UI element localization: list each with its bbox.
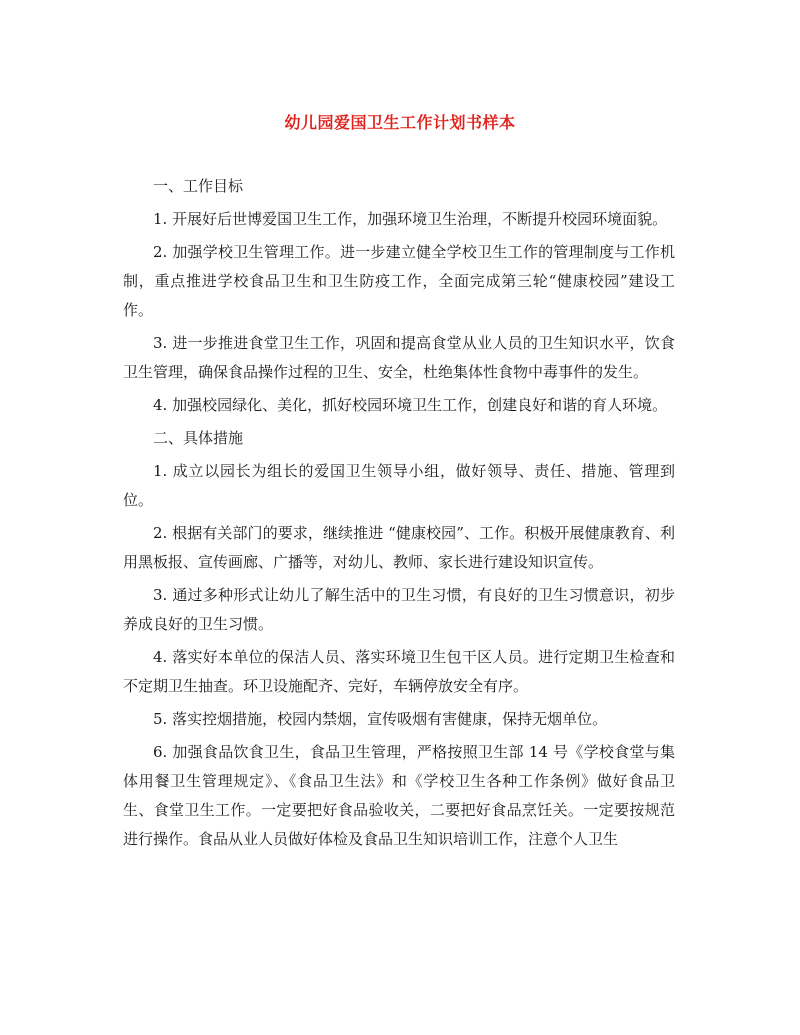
paragraph: 4. 加强校园绿化、美化，抓好校园环境卫生工作，创建良好和谐的育人环境。 — [153, 396, 668, 414]
paragraph: 2. 根据有关部门的要求，继续推进 “健康校园”、工作。积极开展健康教育、利用黑板报、宣传画廊、广播等，对幼儿、教师、家长进行建设知识宣传。 — [123, 524, 675, 571]
paragraph: 1. 成立以园长为组长的爱国卫生领导小组，做好领导、责任、措施、管理到位。 — [123, 462, 675, 509]
paragraph: 4. 落实好本单位的保洁人员、落实环境卫生包干区人员。进行定期卫生检查和不定期卫生抽查。环卫设施配齐、完好，车辆停放安全有序。 — [123, 648, 675, 695]
paragraph: 5. 落实控烟措施，校园内禁烟，宣传吸烟有害健康，保持无烟单位。 — [153, 710, 608, 728]
paragraph: 3. 进一步推进食堂卫生工作，巩固和提高食堂从业人员的卫生知识水平，饮食卫生管理，确保食品操作过程的卫生、安全，杜绝集体性食物中毒事件的发生。 — [123, 334, 675, 381]
paragraph: 1. 开展好后世博爱国卫生工作，加强环境卫生治理，不断提升校园环境面貌。 — [153, 210, 668, 228]
paragraph: 6. 加强食品饮食卫生，食品卫生管理，严格按照卫生部 14 号《学校食堂与集体用餐卫生管理规定》、《食品卫生法》和《学校卫生各种工作条例》做好食品卫生、食堂卫生工作。一定要把好食品验收关，二要把好食品烹饪关。一定要按规范进行操作。食品从业人员做好体检及食品卫生知识培训工作，注意个人卫生 — [123, 743, 675, 848]
document-body — [123, 172, 675, 858]
section-heading: 二、具体措施 — [153, 429, 244, 447]
section-measures — [123, 424, 675, 854]
section-goals — [123, 172, 675, 420]
document-title: 幼儿园爱国卫生工作计划书样本 — [284, 113, 516, 132]
paragraph: 3. 通过多种形式让幼儿了解生活中的卫生习惯，有良好的卫生习惯意识，初步养成良好的卫生习惯。 — [123, 586, 675, 633]
section-heading: 一、工作目标 — [153, 177, 244, 195]
paragraph: 2. 加强学校卫生管理工作。进一步建立健全学校卫生工作的管理制度与工作机制，重点推进学校食品卫生和卫生防疫工作，全面完成第三轮“健康校园”建设工作。 — [123, 243, 675, 319]
